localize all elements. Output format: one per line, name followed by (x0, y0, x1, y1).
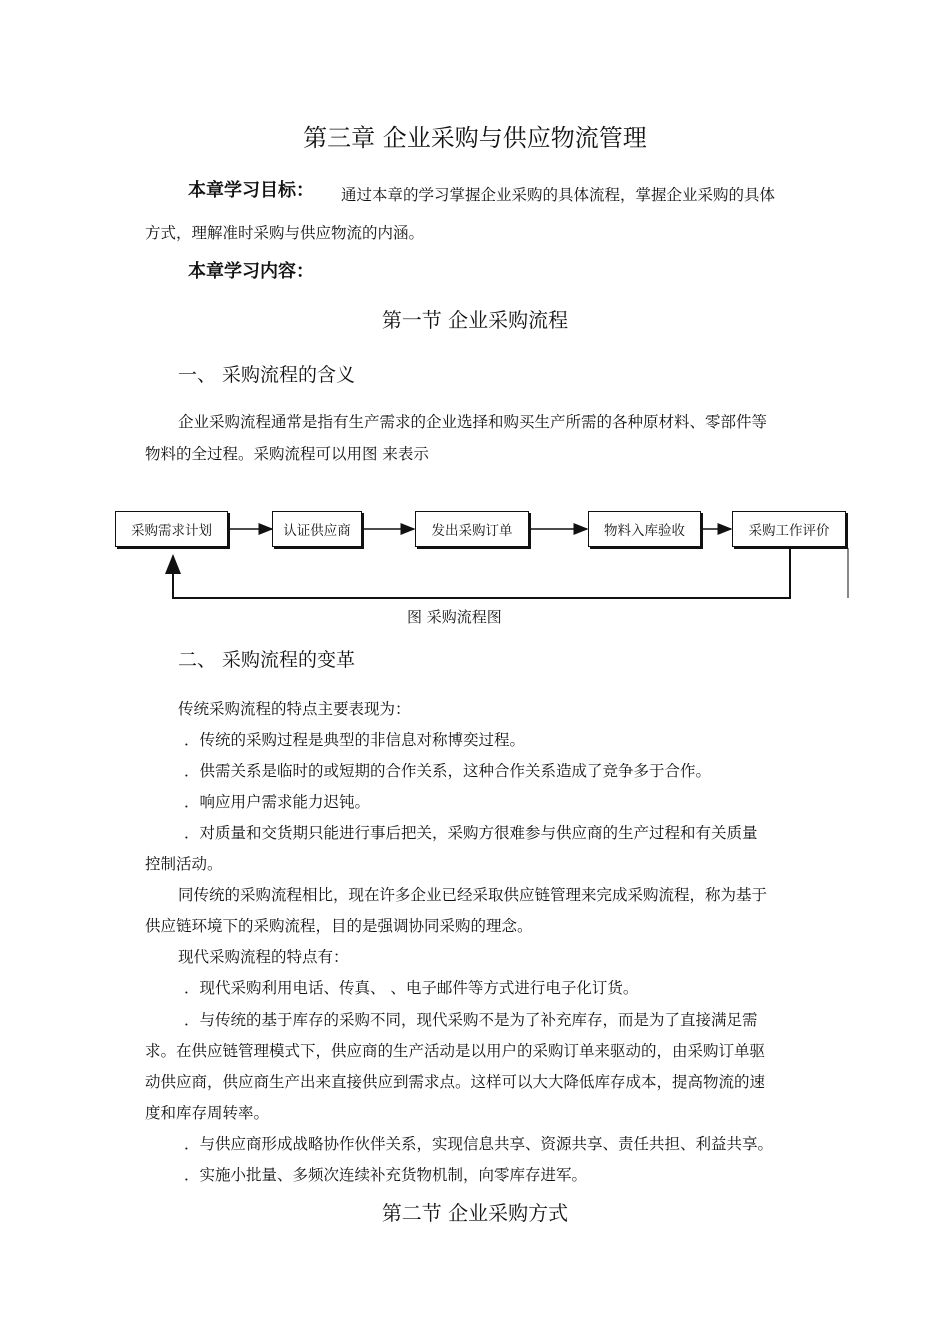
modern-intro: 现代采购流程的特点有： (178, 948, 349, 966)
compare-line2: 供应链环境下的采购流程，目的是强调协同采购的理念。 (145, 917, 533, 935)
section1-title: 第一节 企业采购流程 (381, 308, 569, 332)
modern-item: ．实施小批量、多频次连续补充货物机制，向零库存进军。 (184, 1166, 588, 1184)
modern-item: 求。在供应链管理模式下，供应商的生产活动是以用户的采购订单来驱动的，由采购订单驱 (145, 1042, 766, 1060)
flow-box-evaluate: 采购工作评价 (732, 511, 846, 547)
section2-title: 第二节 企业采购方式 (381, 1201, 569, 1225)
flow-box-purchase-plan: 采购需求计划 (115, 511, 228, 547)
flow-box-issue-order: 发出采购订单 (415, 511, 529, 547)
trad-item: ．供需关系是临时的或短期的合作关系，这种合作关系造成了竞争多于合作。 (184, 762, 712, 780)
trad-item: ．对质量和交货期只能进行事后把关，采购方很难参与供应商的生产过程和有关质量 (184, 824, 758, 842)
trad-item: ．传统的采购过程是典型的非信息对称博奕过程。 (184, 731, 526, 749)
flow-box-receive-inspect: 物料入库验收 (588, 511, 701, 547)
flow-box-certify-supplier: 认证供应商 (272, 511, 362, 547)
objectives-text-line2: 方式，理解准时采购与供应物流的内涵。 (145, 224, 425, 242)
objectives-label: 本章学习目标： (188, 180, 314, 201)
sub2-heading: 二、 采购流程的变革 (178, 649, 356, 671)
modern-item: ．与供应商形成战略协作伙伴关系，实现信息共享、资源共享、责任共担、利益共享。 (184, 1135, 774, 1153)
diagram-caption: 图 采购流程图 (407, 608, 502, 626)
objectives-text-line1: 通过本章的学习掌握企业采购的具体流程，掌握企业采购的具体 (341, 186, 776, 204)
modern-item: 度和库存周转率。 (145, 1104, 270, 1122)
sub1-heading: 一、 采购流程的含义 (178, 364, 356, 386)
sub1-para-line2: 物料的全过程。采购流程可以用图 来表示 (145, 445, 429, 463)
trad-item: ．响应用户需求能力迟钝。 (184, 793, 371, 811)
sub2-intro: 传统采购流程的特点主要表现为： (178, 700, 411, 718)
modern-item: ．与传统的基于库存的采购不同，现代采购不是为了补充库存，而是为了直接满足需 (184, 1011, 758, 1029)
chapter-title: 第三章 企业采购与供应物流管理 (303, 124, 647, 152)
trad-item: 控制活动。 (145, 855, 223, 873)
modern-item: ．现代采购利用电话、传真、 、电子邮件等方式进行电子化订货。 (184, 979, 639, 997)
feedback-loop (173, 548, 790, 598)
content-label: 本章学习内容： (188, 261, 314, 282)
sub1-para-line1: 企业采购流程通常是指有生产需求的企业选择和购买生产所需的各种原材料、零部件等 (178, 413, 768, 431)
modern-item: 动供应商，供应商生产出来直接供应到需求点。这样可以大大降低库存成本，提高物流的速 (145, 1073, 766, 1091)
compare-line1: 同传统的采购流程相比，现在许多企业已经采取供应链管理来完成采购流程，称为基于 (178, 886, 768, 904)
